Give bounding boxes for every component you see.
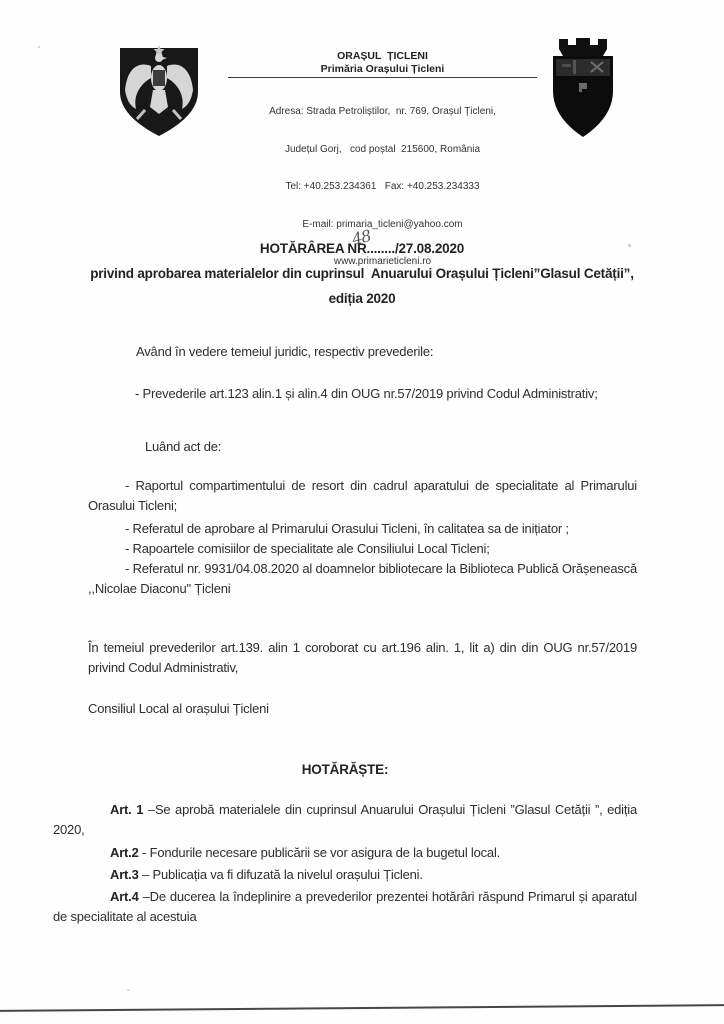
article-4-label: Art.4 <box>110 889 139 904</box>
article-1 <box>53 800 637 840</box>
article-3 <box>53 865 637 885</box>
luand-act-paragraph: Luând act de: <box>145 439 222 454</box>
article-1-label: Art. 1 <box>110 802 144 817</box>
legal-basis-item: - Prevederile art.123 alin.1 și alin.4 din OUG nr.57/2019 privind Codul Administrativ; <box>135 386 598 401</box>
scan-speck <box>38 46 40 48</box>
letterhead-divider <box>228 77 537 78</box>
address-line-1: Adresa: Strada Petroliștilor, nr. 769, Orașul Țicleni, <box>269 106 496 117</box>
ticleni-city-crest-icon <box>543 34 623 142</box>
article-1-text: –Se aprobă materialele din cuprinsul Anuarului Orașului Țicleni ”Glasul Cetății ”, ediția 2020, <box>53 802 637 837</box>
email-line: E-mail: primaria_ticleni@yahoo.com <box>302 218 463 230</box>
title-date: /27.08.2020 <box>394 241 465 256</box>
address-line-2: Județul Gorj, cod poștal 215600, România <box>284 143 481 155</box>
bullet-referat-aprobare: - Referatul de aprobare al Primarului Orasului Ticleni, în calitatea sa de inițiator ; <box>125 521 569 536</box>
scan-edge-line <box>0 1004 724 1012</box>
title-prefix: HOTĂRÂREA NR <box>259 241 367 256</box>
article-3-label: Art.3 <box>110 867 139 882</box>
article-2 <box>53 843 637 863</box>
bullet-raportul: - Raportul compartimentului de resort din cadrul aparatului de specialitate al Primarului Orasului Ticleni; <box>88 478 637 513</box>
bullet-rapoartele: - Rapoartele comisiilor de specialitate ale Consiliului Local Ticleni; <box>125 541 490 556</box>
ticleni-city-crest-svg <box>543 34 623 142</box>
consiliul-paragraph: Consiliul Local al orașului Țicleni <box>88 701 269 716</box>
preamble-paragraph: Având în vedere temeiul juridic, respectiv prevederile: <box>136 344 434 359</box>
article-4 <box>53 887 637 927</box>
article-2-label: Art.2 <box>110 845 139 860</box>
title-line-2: privind aprobarea materialelor din cuprinsul Anuarului Orașului Țicleni”Glasul Cetății”, <box>90 266 634 281</box>
scan-speck <box>127 989 130 991</box>
title-line-3: ediția 2020 <box>328 291 396 306</box>
org-name: ORAȘUL ȚICLENI <box>337 50 428 62</box>
title-dots: ........ <box>366 241 395 256</box>
article-4-text: –De ducerea la îndeplinire a prevederilor prezentei hotărâri răspund Primarul și aparatul de specialitate al acestuia <box>53 889 637 924</box>
scan-speck <box>628 244 631 247</box>
document-title <box>0 236 724 311</box>
bullet-referat-nr: - Referatul nr. 9931/04.08.2020 al doamnelor bibliotecare la Biblioteca Publică Orășenească ,,Nicolae Diaconu" Țicleni <box>88 561 637 596</box>
article-2-text: - Fondurile necesare publicării se vor asigura de la bugetul local. <box>138 845 501 860</box>
romania-coat-of-arms-svg <box>113 40 205 140</box>
article-3-text: – Publicația va fi difuzată la nivelul orașului Țicleni. <box>138 867 423 882</box>
org-subtitle: Primăria Orașului Țicleni <box>320 63 445 75</box>
romania-coat-of-arms-icon <box>113 40 205 140</box>
handwritten-decision-number: 48 <box>349 226 373 249</box>
contact-line: Tel: +40.253.234361 Fax: +40.253.234333 <box>285 181 480 192</box>
in-temeiul-paragraph: În temeiul prevederilor art.139. alin 1 coroborat cu art.196 alin. 1, lit a) din din OUG nr.57/2019 privind Codul Administrativ, <box>88 640 637 675</box>
decision-heading: HOTĂRĂȘTE: <box>301 762 389 777</box>
website-line: www.primarieticleni.ro <box>333 256 432 267</box>
